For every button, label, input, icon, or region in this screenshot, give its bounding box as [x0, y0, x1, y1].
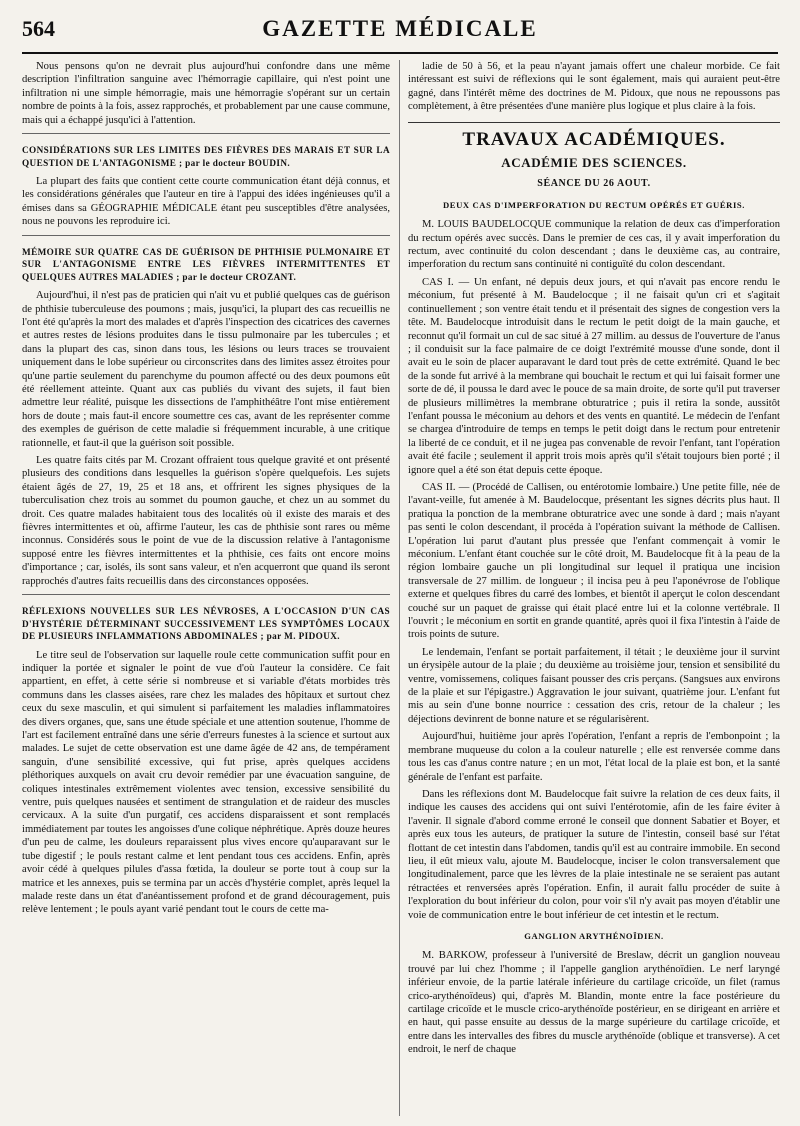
academy-heading: ACADÉMIE DES SCIENCES. [501, 155, 687, 171]
paragraph: La plupart des faits que contient cette courte communication étant déjà connus, et les considérations générales que l'auteur en tire à l'appui des idées ingénieuses qu'il a émises dans sa GÉOGRAPHIE MÉDICALE étant peu susceptibles d'être analysées, nous ne pouvons les reproduire ici. [22, 176, 390, 228]
paragraph: Aujourd'hui, il n'est pas de praticien qui n'ait vu et publié quelques cas de guérison de phthisie tuberculeuse des poumons ; mais, jusqu'ici, la plupart des cas recueillis ne l'ont été qu'après la mort des malades et d'après l'inspection des cicatrices des cavernes et autres restes de lésions produites dans le tissu pulmonaire par les tubercules ; et dans la plupart des cas, sinon dans tous, les lésions ou leurs traces se trouvaient uniquement dans le lobe supérieur ou circonscrites dans des limites assez étroites pour qu'une partie seulement du parenchyme du poumon affecté ou des deux poumons eût été réellement atteinte. Quant aux cas publiés du vivant des sujets, il faut bien admettre leur réalité, puisque les dissections de l'amphithéâtre l'ont mise entièrement hors de doute ; mais faut-il encore soumettre ces cas, avant de les représenter comme des exemples de guérison de cette maladie si fréquemment incurable, à une critique rationnelle, et faut-il que la guérison soit possible. [22, 290, 390, 449]
paragraph: M. LOUIS BAUDELOCQUE communique la relation de deux cas d'imperforation du rectum opérés avec succès. Dans le premier de ces cas, il y avait imperforation du rectum, avec continuité du colon descendant ; dans le deuxième cas, au contraire, imperforation du rectum sans continuité ni contiguïté du colon descendant. [408, 219, 780, 271]
paragraph: Dans les réflexions dont M. Baudelocque fait suivre la relation de ces deux faits, il indique les causes des accidens qui ont suivi l'entérotomie, afin de les faire éviter à l'avenir. Il signale d'abord comme erroné le conseil que donnent Sabatier et Boyer, et après eux tous les auteurs, de pratiquer la suture de l'intestin, conseil basé sur l'état flottant de cet intestin dans l'abdomen, tandis qu'il est au contraire immobile. En second lieu, il eût mieux valu, ajoute M. Baudelocque, inciser le colon transversalement que longitudinalement, parce que les lèvres de la plaie intestinale ne se seraient pas autant rétractées et renversées après l'opération. Enfin, il aurait fallu procéder de suite à l'exploration du bout inférieur du colon, pour voir s'il n'y avait pas moyen d'établir une voie de communication entre le bout inférieur de cet intestin et le rectum. [408, 788, 780, 921]
column-divider [399, 60, 400, 1116]
section-title-boudin: CONSIDÉRATIONS SUR LES LIMITES DES FIÈVRES DES MARAIS ET SUR LA QUESTION DE L'ANTAGONISME ; par le docteur BOUDIN. [22, 145, 390, 168]
session-date: SÉANCE DU 26 AOUT. [537, 178, 651, 190]
paragraph: Nous pensons qu'on ne devrait plus aujourd'hui confondre dans une même description l'infiltration sanguine avec l'hémorragie capillaire, qui n'est point une infiltration ni une simple hémorragie, mais une hémorragie s'opérant sur un certain nombre de points à la fois, assez rapprochés, et probablement par une cause commune, mais qui a échappé jusqu'ici à l'attention. [22, 61, 390, 126]
paragraph: CAS I. — Un enfant, né depuis deux jours, et qui n'avait pas encore rendu le méconium, fut présenté à M. Baudelocque ; il ne faisait qu'un cri et s'agitait continuellement ; son ventre était tendu et il présentait des signes de congestion vers la tête. M. Baudelocque introduisit dans le rectum le petit doigt de la main gauche, et reconnut qu'il formait un cul de sac situé à 27 millim. au dessus de l'ouverture de l'anus ; il conduisit sur la face palmaire de ce doigt l'extrémité mousse d'une sonde, dont il avait eu le soin de placer auparavant le dard tout près de cette extrémité. Quand le bec de la sonde fut arrivé à la membrane qui bouchait le rectum et qui lui faisait former une sorte de dé, il poussa le dard avec le pouce de sa main droite, de sorte qu'il put traverser de plusieurs millimètres la membrane obturatrice ; puis il retira la sonde, aussitôt l'enfant poussa le méconium au dehors et des vents en quantité. Le médecin de l'enfant se chargea d'introduire de temps en temps le petit doigt dans le rectum pour entretenir la liberté de ce conduit, et il ne jugea pas convenable de revoir l'enfant, tant l'opération avait été facile ; seulement il apprit trois mois après qu'il s'était toujours bien porté ; il ignore quel a été son état depuis cette époque. [408, 276, 780, 476]
article-title-ganglion: GANGLION ARYTHÉNOÏDIEN. [524, 930, 664, 941]
article-title-imperforation: DEUX CAS D'IMPERFORATION DU RECTUM OPÉRÉS ET GUÉRIS. [442, 199, 746, 210]
divider [22, 133, 390, 134]
divider [22, 594, 390, 595]
section-heading-travaux: TRAVAUX ACADÉMIQUES. [408, 122, 780, 146]
paragraph: Le lendemain, l'enfant se portait parfaitement, il tétait ; le deuxième jour il survint un érysipèle autour de la plaie ; du deuxième au troisième jour, tension et sensibilité du ventre, vomissemens, coliques faisant pousser des cris perçans. (Sangsues aux environs de la plaie et sur l'épigastre.) Aggravation le jour suivant, quatrième jour. L'enfant fut mis au sein d'une bonne nourrice : cessation des cris, retour de la chaleur ; les déjections devinrent de bonne nature et se régularisèrent. [408, 646, 780, 725]
paragraph: M. BARKOW, professeur à l'université de Breslaw, décrit un ganglion nouveau trouvé par lui chez l'homme ; il l'appelle ganglion arythénoïdien. Le nerf laryngé inférieur envoie, de la partie latérale inférieure du cartilage cricoïde, un filet (ramus crico-arythénoïdeus) qui, d'après M. Blandin, monte entre la face postérieure du cartilage cricoïde et le muscle crico-arythénoïde postérieur, en se dirigeant en arrière et en haut, qui passe ensuite au dessus de la marge supérieure du cartilage cricoïde, et entre dans les intervalles des fibres du muscle arythénoïde (oblique et transverse). A cet endroit, le nerf de chaque [408, 950, 780, 1056]
divider [22, 235, 390, 236]
journal-title: GAZETTE MÉDICALE [262, 16, 538, 41]
paragraph: ladie de 50 à 56, et la peau n'ayant jamais offert une chaleur morbide. Ce fait intéressant est suivi de réflexions qui le sont également, mais qui auraient peut-être gagné, dans l'intérêt même des doctrines de M. Pidoux, que nous ne repoussons pas complètement, à être présentées d'une manière plus logique et plus claire à la fois. [408, 61, 780, 113]
paragraph: Le titre seul de l'observation sur laquelle roule cette communication suffit pour en indiquer la portée et signaler le point de vue d'où l'auteur la considère. Ce fait appartient, en effet, à cette série si nombreuse et si variable d'états morbides très communs dans les classes aisées, rare chez les malades des hôpitaux et surtout chez ceux du sexe masculin, et qui simulent si parfaitement les maladies inflammatoires des divers organes, que, sans une étude spéciale et une attention soutenue, l'homme de l'art est facilement entraîné dans une série d'erreurs funestes à la science et surtout aux malades. Le sujet de cette observation est une dame âgée de 42 ans, de tempérament sanguin, d'une sensibilité excessive, qui fut prise, après quelques accidens pléthoriques auxquels on avait cru devoir remédier par une évacuation sanguine, de coliques intestinales extrêmement violentes avec tension, excessive sensibilité du ventre, puis quelques nausées et sentiment de strangulation et de raideur des muscles cervicaux. A la suite d'un purgatif, ces accidens disparaissent et sont remplacés immédiatement par toutes les angoisses d'une colique néphrétique. Après douze heures d'un peu de calme, les douleurs reparaissent plus vives encore qu'auparavant sur le tube digestif ; le pouls restant calme et lent pendant tous ces accidens. Enfin, après avoir cédé à quelques pilules d'assa fœtida, la douleur se porte tout à coup sur la matrice et les annexes, puis se termina par un accès d'hystérie complet, après lequel la malade reste dans un état d'anéantissement profond et de grand découragement, puis relève lentement ; le pouls ayant varié pendant tout le cours de cette ma- [22, 649, 390, 916]
right-column [408, 60, 780, 1116]
section-title-pidoux: RÉFLEXIONS NOUVELLES SUR LES NÉVROSES, A L'OCCASION D'UN CAS D'HYSTÉRIE DÉTERMINANT SUCCESSIVEMENT LES SYMPTÔMES LOCAUX DE PLUSIEURS INFLAMMATIONS ABDOMINALES ; par M. PIDOUX. [22, 606, 390, 642]
section-title-crozant: MÉMOIRE SUR QUATRE CAS DE GUÉRISON DE PHTHISIE PULMONAIRE ET SUR L'ANTAGONISME ENTRE LES FIÈVRES INTERMITTENTES ET QUELQUES AUTRES MALADIES ; par le docteur CROZANT. [22, 246, 390, 282]
left-column [22, 60, 390, 1116]
page-number: 564 [22, 16, 55, 41]
paragraph: Les quatre faits cités par M. Crozant offraient tous quelque gravité et ont présenté plusieurs des conditions dans lesquelles la guérison s'opère quelquefois. Les sujets étaient âgés de 27, 19, 25 et 18 ans, et offrirent les signes physiques de la tuberculisation chez trois au sommet du poumon gauche, et chez un au sommet du droit. Ces quatre malades habitaient tous des localités où il existe des marais et des fièvres intermittentes et où, affirme l'auteur, les cas de phthisie sont rares ou même inconnus. Considérés sous le point de vue de la discussion relative à l'antagonisme supposé entre les fièvres intermittentes et la phthisie, ces faits ont encore moins d'importance ; car, isolés, ils sont sans valeur, et n'en acquerront que quand ils seront rapprochés d'autres faits recueillis dans des circonstances opposées. [22, 455, 390, 587]
page-header [22, 12, 778, 54]
paragraph: CAS II. — (Procédé de Callisen, ou entérotomie lombaire.) Une petite fille, née de l'avant-veille, fut amenée à M. Baudelocque, présentant les signes décrits plus haut. Il pratiqua la ponction de la membrane obturatrice avec une sonde à dard ; mais n'ayant pas senti le colon descendant, il procéda à l'opération suivant la méthode de Callisen. L'opération lui parut d'autant plus pressée que l'enfant commençait à vomir le méconium. L'enfant étant couchée sur le côté droit, M. Baudelocque fit à la peau de la région lombaire gauche un pli longitudinal sur lequel il pratiqua une incision transversale de 27 millim. de longueur ; il incisa peu à peu l'aponévrose de l'oblique externe et quelques fibres du carré des lombes, et bientôt il aperçut le colon descendant couché sur un paquet de graisse qui était placé entre lui et la colonne vertébrale. Il l'ouvrit ; le méconium en sortit en grande quantité, après quoi il fixa l'intestin à l'aide de trois points de suture. [408, 481, 780, 641]
paragraph: Aujourd'hui, huitième jour après l'opération, l'enfant a repris de l'embonpoint ; la membrane muqueuse du colon a la couleur naturelle ; elle est renversée comme dans tous les cas d'anus contre nature ; en un mot, l'état local de la plaie est bon, et la santé générale de l'enfant est parfaite. [408, 731, 780, 783]
